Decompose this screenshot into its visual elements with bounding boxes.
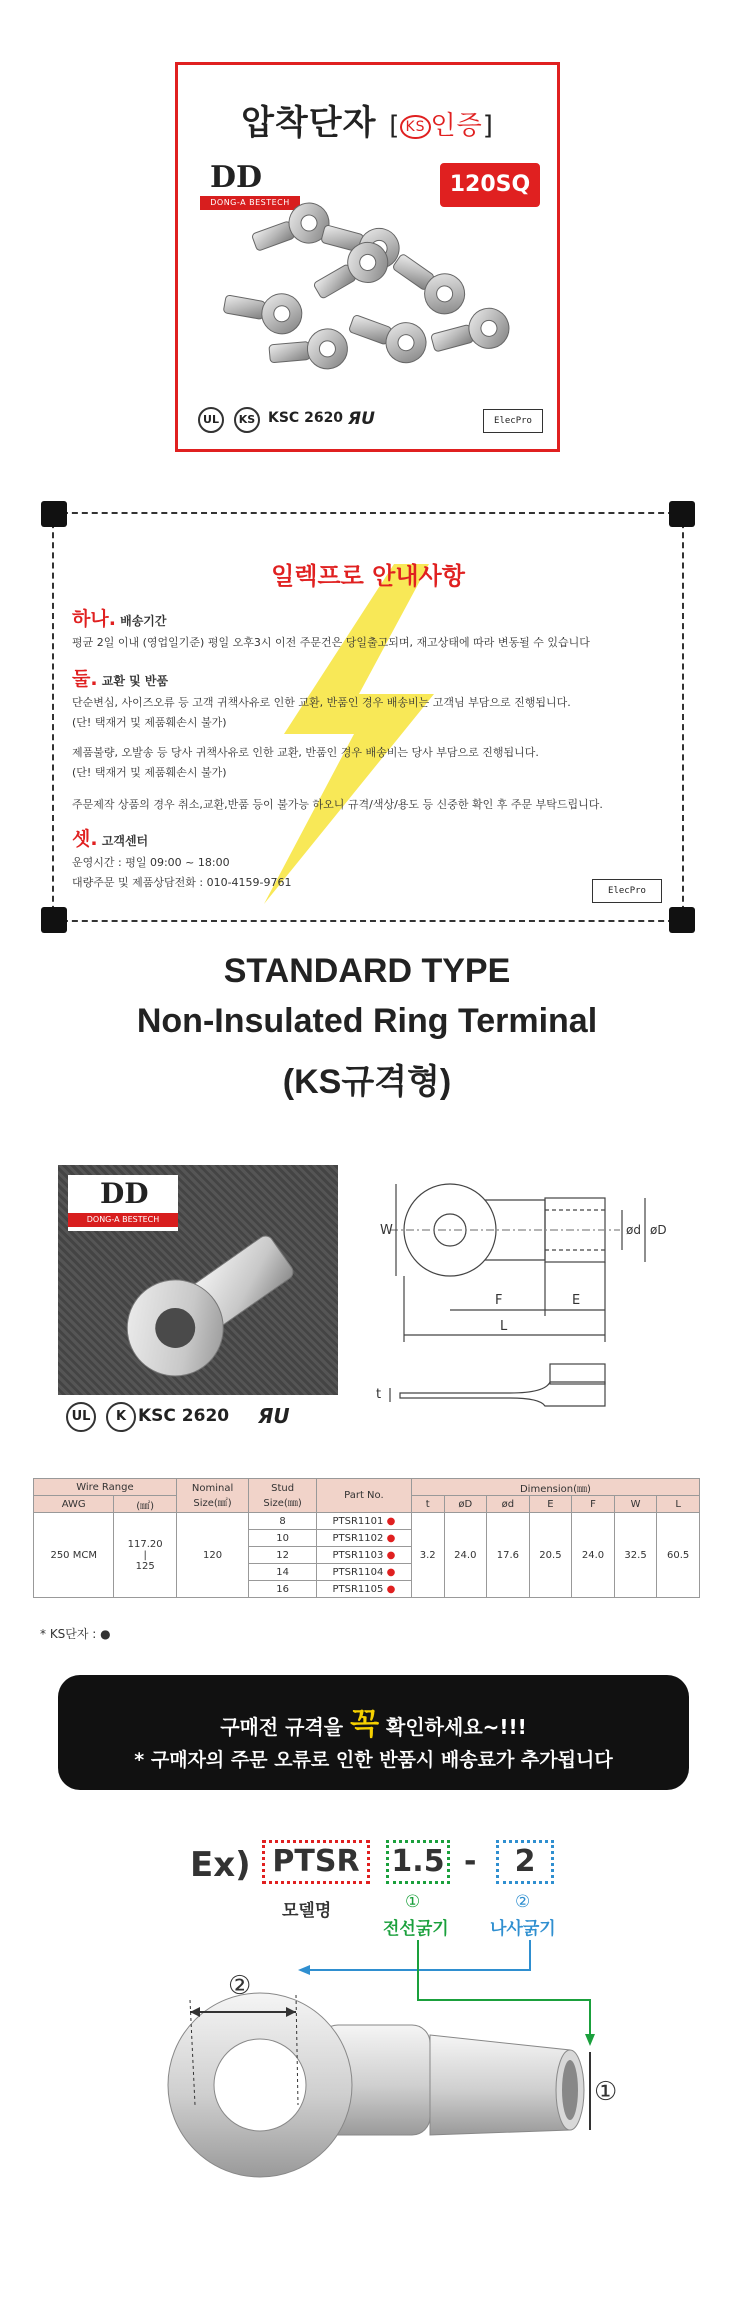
awg-header: AWG: [34, 1496, 114, 1513]
ru-cert-icon: ЯU: [258, 1404, 290, 1428]
corner-marker: [41, 907, 67, 933]
elecpro-logo: ElecPro: [483, 409, 543, 433]
brand-mark: DD: [100, 1177, 149, 1210]
size-badge: 120SQ: [440, 163, 540, 207]
awg-cell: 250 MCM: [34, 1513, 114, 1598]
brand-name: DONG-A BESTECH: [200, 196, 300, 210]
warning-line-one: 구매전 규격을 꼭 확인하세요~!!!: [220, 1707, 527, 1742]
hours-text: 운영시간 : 평일 09:00 ~ 18:00: [72, 856, 230, 869]
t-header: t: [411, 1496, 444, 1513]
inner-diameter-header: ød: [487, 1496, 530, 1513]
ks-dot-icon: ●: [386, 1549, 396, 1561]
corner-marker: [669, 501, 695, 527]
part-cell: PTSR1101 ●: [316, 1513, 411, 1530]
stud-cell: 12: [249, 1547, 317, 1564]
brand-name: DONG-A BESTECH: [68, 1213, 178, 1227]
notice-title: 일렉프로 안내사항: [271, 562, 465, 590]
lightning-bolt-icon: [244, 564, 454, 904]
e-label: E: [572, 1293, 581, 1308]
outer-diameter-label: øD: [650, 1223, 667, 1237]
exchange-text: 단순변심, 사이즈오류 등 고객 귀책사유로 인한 교환, 반품인 경우 배송비는 고객님 부담으로 진행됩니다.: [72, 696, 571, 709]
f-cell: 24.0: [572, 1513, 615, 1598]
l-label: L: [500, 1319, 508, 1334]
example-label: Ex): [190, 1845, 251, 1885]
product-photo: [58, 1165, 338, 1395]
notice-panel: [52, 512, 684, 922]
ks-dot-icon: ●: [386, 1532, 396, 1544]
custom-order-text: 주문제작 상품의 경우 취소,교환,반품 등이 불가능 하오니 규격/색상/용도 등 신중한 확인 후 주문 부탁드립니다.: [72, 798, 603, 811]
stud-cell: 10: [249, 1530, 317, 1547]
ks-cert-icon: KS: [400, 115, 430, 139]
brand-logo: [68, 1175, 178, 1231]
model-code-box: PTSR: [262, 1840, 370, 1884]
technical-drawing: [360, 1150, 700, 1420]
elecpro-logo: ElecPro: [592, 879, 662, 903]
separator-dash: -: [464, 1844, 477, 1879]
headline-product-name: Non-Insulated Ring Terminal: [136, 1002, 598, 1040]
certification-row: [58, 1398, 318, 1432]
wire-range-header: Wire Range: [34, 1479, 177, 1496]
e-header: E: [529, 1496, 572, 1513]
ring-terminal-image: [88, 1225, 328, 1385]
part-cell: PTSR1103 ●: [316, 1547, 411, 1564]
outer-diameter-header: øD: [444, 1496, 487, 1513]
ksc-standard-label: KSC 2620: [268, 410, 344, 426]
ul-cert-icon: UL: [66, 1402, 96, 1432]
brand-mark: DD: [210, 160, 263, 195]
part-header: Part No.: [316, 1479, 411, 1513]
part-cell: PTSR1105 ●: [316, 1581, 411, 1598]
marker-two-icon: ②: [228, 1971, 252, 2001]
section-two-heading: 둘. 교환 및 반품: [72, 668, 169, 690]
l-cell: 60.5: [657, 1513, 700, 1598]
ks-cert-icon: KS: [234, 407, 260, 433]
model-name-label: 모델명: [282, 1901, 332, 1921]
certification-row: [198, 405, 543, 435]
t-label: t: [376, 1387, 382, 1402]
section-one-heading: 하나. 배송기간: [72, 608, 167, 630]
title-text: 압착단자: [241, 103, 377, 143]
f-header: F: [572, 1496, 615, 1513]
phone-text: 대량주문 및 제품상담전화 : 010-4159-9761: [72, 876, 292, 889]
stud-cell: 16: [249, 1581, 317, 1598]
w-label: W: [380, 1223, 393, 1238]
marker-one-icon: ①: [594, 2077, 618, 2107]
l-header: L: [657, 1496, 700, 1513]
stud-header: Stud Size(㎜): [249, 1479, 317, 1513]
ul-cert-icon: UL: [198, 407, 224, 433]
marker-two-icon: ②: [515, 1892, 531, 1912]
part-cell: PTSR1102 ●: [316, 1530, 411, 1547]
product-hero-card: [175, 62, 560, 452]
defect-note: (단! 택재거 및 제품훼손시 불가): [72, 766, 227, 779]
part-cell: PTSR1104 ●: [316, 1564, 411, 1581]
screw-size-label: 나사굵기: [490, 1919, 556, 1939]
cert-text: 인증: [430, 111, 483, 141]
ksc-standard-label: KSC 2620: [138, 1406, 230, 1426]
nominal-cell: 120: [176, 1513, 248, 1598]
marker-one-icon: ①: [405, 1892, 421, 1912]
section-three-heading: 셋. 고객센터: [72, 828, 149, 850]
exchange-note: (단! 택재거 및 제품훼손시 불가): [72, 716, 227, 729]
ru-cert-icon: ЯU: [348, 409, 375, 429]
nominal-header: Nominal Size(㎟): [176, 1479, 248, 1513]
corner-marker: [669, 907, 695, 933]
stud-cell: 8: [249, 1513, 317, 1530]
outer-diameter-cell: 24.0: [444, 1513, 487, 1598]
inner-diameter-label: ød: [626, 1223, 641, 1237]
ks-dot-icon: ●: [386, 1583, 396, 1595]
corner-marker: [41, 501, 67, 527]
stud-cell: 14: [249, 1564, 317, 1581]
w-header: W: [614, 1496, 657, 1513]
shipping-text: 평균 2일 이내 (영업일기준) 평일 오후3시 이전 주문건은 당일출고되며, 재고상태에 따라 변동될 수 있습니다: [72, 636, 590, 649]
ks-legend: * KS단자 : ●: [40, 1627, 111, 1641]
wire-size-box: 1.5: [386, 1840, 450, 1884]
ring-terminals-pile-image: [208, 205, 528, 395]
defect-text: 제품불량, 오발송 등 당사 귀책사유로 인한 교환, 반품인 경우 배송비는 당사 부담으로 진행됩니다.: [72, 746, 539, 759]
mm2-cell: 117.20 | 125: [114, 1513, 176, 1598]
headline-standard-type: STANDARD TYPE: [223, 952, 511, 990]
wire-size-label: 전선굵기: [383, 1919, 449, 1939]
table-row: [34, 1513, 700, 1530]
f-label: F: [495, 1293, 503, 1308]
dimension-header: Dimension(㎜): [411, 1479, 699, 1496]
ks-cert-icon: K: [106, 1402, 136, 1432]
ring-terminal-annotated-diagram: [150, 1940, 618, 2240]
ks-dot-icon: ●: [386, 1515, 396, 1527]
t-cell: 3.2: [411, 1513, 444, 1598]
headline-ks-type: (KS규격형): [282, 1063, 452, 1101]
e-cell: 20.5: [529, 1513, 572, 1598]
warning-banner: [58, 1675, 689, 1790]
mm2-header: (㎟): [114, 1496, 176, 1513]
inner-diameter-cell: 17.6: [487, 1513, 530, 1598]
ks-dot-icon: ●: [386, 1566, 396, 1578]
hero-title: 압착단자 [ KS 인증]: [241, 103, 494, 143]
w-cell: 32.5: [614, 1513, 657, 1598]
screw-size-box: 2: [496, 1840, 554, 1884]
specification-table: [33, 1478, 700, 1598]
warning-line-two: * 구매자의 주문 오류로 인한 반품시 배송료가 추가됩니다: [134, 1749, 613, 1771]
